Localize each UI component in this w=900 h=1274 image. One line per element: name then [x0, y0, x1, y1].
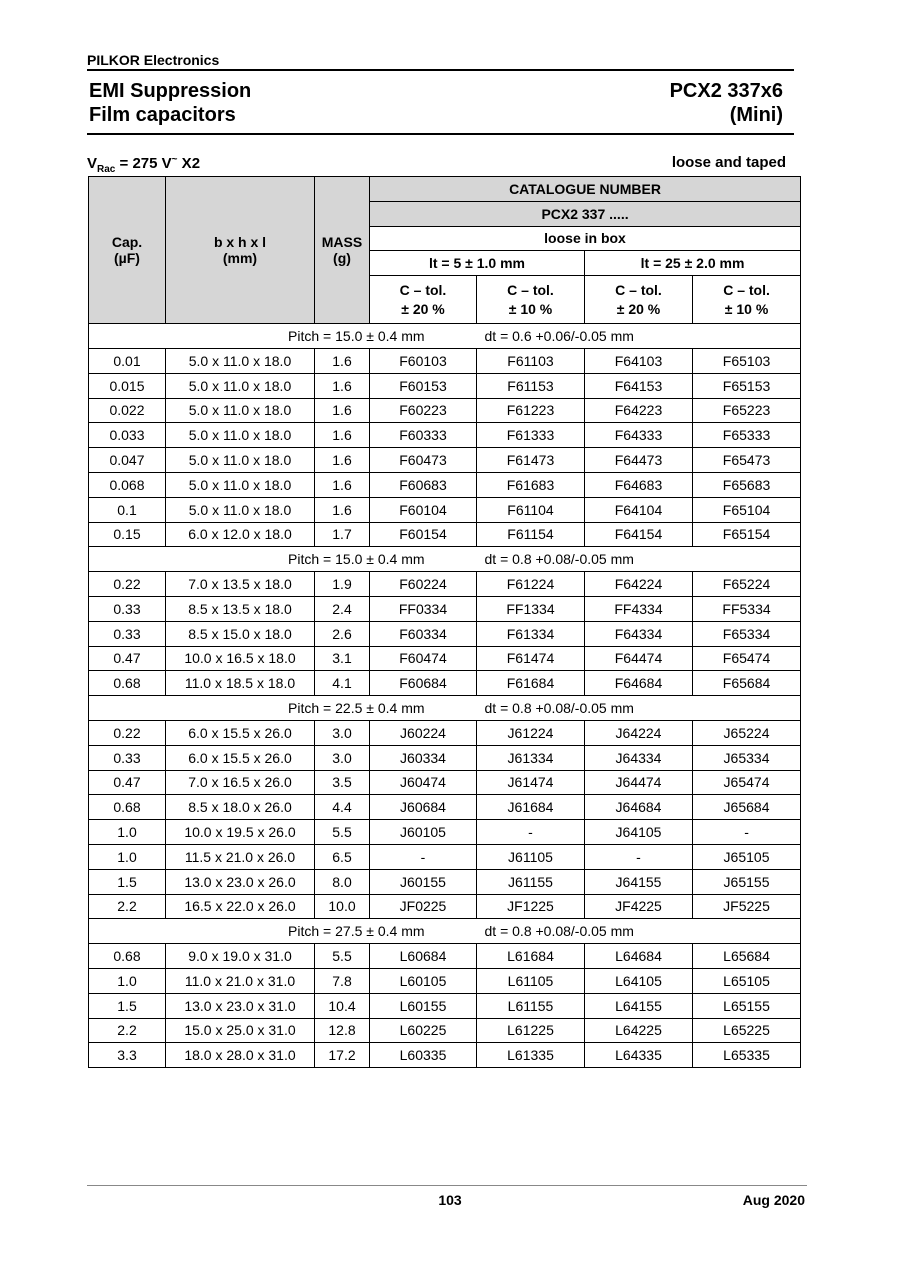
- cell-cat-lt5-20: FF0334: [370, 596, 477, 621]
- pitch-row: [89, 696, 801, 721]
- cell-cap: 0.047: [89, 448, 166, 473]
- cell-cat-lt25-20: J64155: [585, 869, 693, 894]
- cell-cat-lt25-10: FF5334: [693, 596, 801, 621]
- lead-diameter-spec: dt = 0.6 +0.06/-0.05 mm: [484, 328, 634, 345]
- cell-dimensions: 7.0 x 13.5 x 18.0: [166, 572, 315, 597]
- cell-cap: 2.2: [89, 894, 166, 919]
- cell-cat-lt25-20: J64105: [585, 820, 693, 845]
- cell-cat-lt5-20: -: [370, 844, 477, 869]
- cell-cap: 0.015: [89, 373, 166, 398]
- cell-cat-lt25-10: F65473: [693, 448, 801, 473]
- cell-cat-lt5-20: L60155: [370, 993, 477, 1018]
- ctol-label: C – tol.: [399, 281, 447, 298]
- company-name: PILKOR Electronics: [87, 52, 220, 68]
- cell-cat-lt5-20: F60224: [370, 572, 477, 597]
- cell-mass: 2.6: [315, 621, 370, 646]
- lead-diameter-spec: dt = 0.8 +0.08/-0.05 mm: [484, 700, 634, 717]
- cell-cat-lt25-10: L65684: [693, 944, 801, 969]
- cell-cap: 1.5: [89, 869, 166, 894]
- table-row: [89, 968, 801, 993]
- cell-mass: 10.4: [315, 993, 370, 1018]
- cell-cat-lt25-10: J65224: [693, 720, 801, 745]
- cell-cap: 0.033: [89, 423, 166, 448]
- header-ctol-20-b: [585, 276, 693, 324]
- table-row: [89, 894, 801, 919]
- cell-mass: 17.2: [315, 1043, 370, 1068]
- cell-cap: 1.0: [89, 820, 166, 845]
- cell-cat-lt5-10: F61224: [477, 572, 585, 597]
- pitch-cell: [89, 696, 801, 721]
- cell-cat-lt5-10: F61684: [477, 671, 585, 696]
- cell-cat-lt25-10: JF5225: [693, 894, 801, 919]
- cell-dimensions: 18.0 x 28.0 x 31.0: [166, 1043, 315, 1068]
- cell-cat-lt25-20: J64684: [585, 795, 693, 820]
- cell-cat-lt25-20: F64104: [585, 497, 693, 522]
- title-line-1: EMI Suppression: [89, 80, 252, 102]
- table-row: [89, 944, 801, 969]
- header-mass: [315, 177, 370, 324]
- cell-cap: 0.01: [89, 348, 166, 373]
- cell-cat-lt25-10: F65474: [693, 646, 801, 671]
- cell-dimensions: 11.5 x 21.0 x 26.0: [166, 844, 315, 869]
- cell-cat-lt25-10: J65334: [693, 745, 801, 770]
- cell-mass: 1.9: [315, 572, 370, 597]
- cell-cat-lt5-10: F61474: [477, 646, 585, 671]
- table-row: [89, 671, 801, 696]
- cell-mass: 7.8: [315, 968, 370, 993]
- header-mass-unit: (g): [333, 250, 351, 267]
- pitch-cell: [89, 324, 801, 349]
- voltage-value: = 275 V: [115, 155, 172, 172]
- cell-cap: 0.33: [89, 621, 166, 646]
- cell-cap: 0.068: [89, 472, 166, 497]
- cell-dimensions: 5.0 x 11.0 x 18.0: [166, 497, 315, 522]
- header-ctol-20-a: [370, 276, 477, 324]
- cell-mass: 5.5: [315, 944, 370, 969]
- cell-mass: 5.5: [315, 820, 370, 845]
- table-row: [89, 1043, 801, 1068]
- ctol-label: C – tol.: [615, 281, 662, 298]
- header-lt5: lt = 5 ± 1.0 mm: [370, 251, 585, 276]
- cell-mass: 10.0: [315, 894, 370, 919]
- cell-cat-lt25-20: F64333: [585, 423, 693, 448]
- cell-cat-lt25-20: J64474: [585, 770, 693, 795]
- cell-cat-lt25-10: J65155: [693, 869, 801, 894]
- cell-cat-lt25-20: F64474: [585, 646, 693, 671]
- cell-cat-lt25-20: F64334: [585, 621, 693, 646]
- table-row: [89, 423, 801, 448]
- cell-cat-lt5-10: J61155: [477, 869, 585, 894]
- cell-cat-lt25-10: -: [693, 820, 801, 845]
- cell-dimensions: 11.0 x 18.5 x 18.0: [166, 671, 315, 696]
- table-row: [89, 720, 801, 745]
- cell-mass: 3.5: [315, 770, 370, 795]
- cell-dimensions: 5.0 x 11.0 x 18.0: [166, 472, 315, 497]
- voltage-subscript: Rac: [97, 164, 116, 175]
- cell-mass: 4.1: [315, 671, 370, 696]
- table-row: [89, 1018, 801, 1043]
- cell-cat-lt5-10: F61104: [477, 497, 585, 522]
- cell-cat-lt5-10: F61154: [477, 522, 585, 547]
- cell-cat-lt5-20: L60105: [370, 968, 477, 993]
- table-row: [89, 993, 801, 1018]
- ctol-value: ± 10 %: [724, 300, 769, 317]
- cell-cat-lt5-20: J60155: [370, 869, 477, 894]
- cell-cat-lt5-10: L61335: [477, 1043, 585, 1068]
- header-loose-box: loose in box: [370, 226, 801, 251]
- cell-cat-lt25-20: F64153: [585, 373, 693, 398]
- cell-cat-lt5-10: F61334: [477, 621, 585, 646]
- cell-cat-lt5-10: F61333: [477, 423, 585, 448]
- cell-cat-lt5-10: J61684: [477, 795, 585, 820]
- table-row: [89, 572, 801, 597]
- cell-cat-lt5-10: -: [477, 820, 585, 845]
- table-row: [89, 770, 801, 795]
- cell-cat-lt25-10: F65684: [693, 671, 801, 696]
- document-title: [89, 79, 251, 127]
- cell-cat-lt5-20: J60105: [370, 820, 477, 845]
- cell-cap: 0.47: [89, 770, 166, 795]
- cell-cat-lt25-10: L65155: [693, 993, 801, 1018]
- cell-cat-lt5-10: J61105: [477, 844, 585, 869]
- ctol-label: C – tol.: [507, 281, 554, 298]
- cell-mass: 6.5: [315, 844, 370, 869]
- catalogue-table: [88, 176, 801, 1068]
- cell-cap: 3.3: [89, 1043, 166, 1068]
- part-line-2: (Mini): [729, 104, 783, 126]
- cell-cat-lt25-20: JF4225: [585, 894, 693, 919]
- cell-mass: 1.6: [315, 497, 370, 522]
- cell-dimensions: 5.0 x 11.0 x 18.0: [166, 398, 315, 423]
- cell-dimensions: 16.5 x 22.0 x 26.0: [166, 894, 315, 919]
- cell-cat-lt25-20: F64103: [585, 348, 693, 373]
- cell-cat-lt25-20: L64684: [585, 944, 693, 969]
- header-ctol-10-a: [477, 276, 585, 324]
- cell-cat-lt25-20: F64154: [585, 522, 693, 547]
- cell-cat-lt25-20: -: [585, 844, 693, 869]
- cell-mass: 1.6: [315, 398, 370, 423]
- cell-cat-lt25-10: F65224: [693, 572, 801, 597]
- cell-cap: 2.2: [89, 1018, 166, 1043]
- cell-cat-lt5-10: F61103: [477, 348, 585, 373]
- cell-cat-lt5-20: F60333: [370, 423, 477, 448]
- cell-mass: 1.6: [315, 423, 370, 448]
- cell-cat-lt25-20: F64684: [585, 671, 693, 696]
- cell-dimensions: 8.5 x 15.0 x 18.0: [166, 621, 315, 646]
- cell-dimensions: 5.0 x 11.0 x 18.0: [166, 448, 315, 473]
- header-cap-label: Cap.: [111, 234, 143, 251]
- voltage-class: X2: [177, 155, 201, 172]
- cell-cat-lt25-20: J64334: [585, 745, 693, 770]
- table-row: [89, 373, 801, 398]
- cell-cap: 0.022: [89, 398, 166, 423]
- table-row: [89, 844, 801, 869]
- cell-cat-lt25-20: F64683: [585, 472, 693, 497]
- cell-mass: 2.4: [315, 596, 370, 621]
- cell-dimensions: 5.0 x 11.0 x 18.0: [166, 348, 315, 373]
- title-rule: [87, 133, 794, 135]
- cell-cat-lt5-20: F60683: [370, 472, 477, 497]
- header-dim-unit: (mm): [222, 250, 258, 267]
- table-row: [89, 869, 801, 894]
- pitch-spec: Pitch = 22.5 ± 0.4 mm: [288, 700, 425, 717]
- page-number: 103: [438, 1192, 462, 1208]
- cell-dimensions: 13.0 x 23.0 x 26.0: [166, 869, 315, 894]
- cell-cat-lt5-10: L61225: [477, 1018, 585, 1043]
- table-row: [89, 745, 801, 770]
- pitch-row: [89, 919, 801, 944]
- cell-cat-lt25-20: F64223: [585, 398, 693, 423]
- cell-mass: 12.8: [315, 1018, 370, 1043]
- cell-cat-lt5-10: J61334: [477, 745, 585, 770]
- cell-cat-lt5-20: F60473: [370, 448, 477, 473]
- cell-cat-lt25-20: J64224: [585, 720, 693, 745]
- cell-mass: 3.0: [315, 745, 370, 770]
- cell-cat-lt25-10: L65335: [693, 1043, 801, 1068]
- cell-dimensions: 6.0 x 15.5 x 26.0: [166, 745, 315, 770]
- cell-cat-lt5-10: F61153: [477, 373, 585, 398]
- cell-mass: 1.6: [315, 472, 370, 497]
- cell-cat-lt5-20: F60104: [370, 497, 477, 522]
- cell-mass: 3.1: [315, 646, 370, 671]
- header-lt25: lt = 25 ± 2.0 mm: [585, 251, 801, 276]
- cell-cat-lt5-20: J60224: [370, 720, 477, 745]
- cell-cat-lt25-20: FF4334: [585, 596, 693, 621]
- cell-cat-lt25-10: L65225: [693, 1018, 801, 1043]
- cell-cat-lt5-10: JF1225: [477, 894, 585, 919]
- header-dim-label: b x h x l: [213, 234, 267, 251]
- pitch-row: [89, 324, 801, 349]
- cell-mass: 1.6: [315, 348, 370, 373]
- ctol-value: ± 10 %: [508, 300, 553, 317]
- cell-cap: 0.33: [89, 596, 166, 621]
- revision-date: Aug 2020: [742, 1192, 805, 1208]
- cell-cat-lt5-20: J60474: [370, 770, 477, 795]
- table-row: [89, 621, 801, 646]
- cell-mass: 1.6: [315, 448, 370, 473]
- ctol-value: ± 20 %: [616, 300, 661, 317]
- cell-cat-lt25-10: F65683: [693, 472, 801, 497]
- cell-cat-lt25-10: J65684: [693, 795, 801, 820]
- part-number-title: [670, 79, 783, 127]
- table-row: [89, 522, 801, 547]
- ctol-value: ± 20 %: [401, 300, 445, 317]
- cell-dimensions: 6.0 x 15.5 x 26.0: [166, 720, 315, 745]
- cell-cat-lt25-20: L64105: [585, 968, 693, 993]
- cell-cat-lt25-10: J65474: [693, 770, 801, 795]
- cell-cap: 1.0: [89, 968, 166, 993]
- cell-dimensions: 10.0 x 16.5 x 18.0: [166, 646, 315, 671]
- cell-cat-lt5-20: L60684: [370, 944, 477, 969]
- voltage-symbol: V: [87, 155, 98, 172]
- table-row: [89, 448, 801, 473]
- cell-dimensions: 6.0 x 12.0 x 18.0: [166, 522, 315, 547]
- cell-cap: 0.33: [89, 745, 166, 770]
- cell-cap: 0.22: [89, 720, 166, 745]
- cell-cat-lt5-10: L61684: [477, 944, 585, 969]
- cell-cap: 1.0: [89, 844, 166, 869]
- cell-mass: 1.7: [315, 522, 370, 547]
- cell-cat-lt5-20: F60154: [370, 522, 477, 547]
- cell-cap: 0.22: [89, 572, 166, 597]
- footer-rule: [87, 1185, 807, 1186]
- cell-cat-lt25-10: F65154: [693, 522, 801, 547]
- cell-dimensions: 10.0 x 19.5 x 26.0: [166, 820, 315, 845]
- part-line-1: PCX2 337x6: [669, 80, 783, 102]
- cell-cat-lt25-10: F65104: [693, 497, 801, 522]
- packaging-label: loose and taped: [671, 154, 786, 171]
- pitch-cell: [89, 919, 801, 944]
- cell-cat-lt5-20: F60684: [370, 671, 477, 696]
- cell-cat-lt25-20: L64225: [585, 1018, 693, 1043]
- cell-cat-lt5-10: F61473: [477, 448, 585, 473]
- cell-cat-lt5-10: L61155: [477, 993, 585, 1018]
- cell-cat-lt5-20: L60335: [370, 1043, 477, 1068]
- pitch-cell: [89, 547, 801, 572]
- cell-cat-lt25-10: F65334: [693, 621, 801, 646]
- header-dimensions: [166, 177, 315, 324]
- cell-cat-lt25-20: F64224: [585, 572, 693, 597]
- cell-dimensions: 8.5 x 18.0 x 26.0: [166, 795, 315, 820]
- header-ctol-10-b: [693, 276, 801, 324]
- voltage-ac-symbol: ~: [171, 154, 178, 165]
- cell-cat-lt25-20: L64335: [585, 1043, 693, 1068]
- voltage-rating: [87, 154, 200, 175]
- table-row: [89, 497, 801, 522]
- table-body: [89, 324, 801, 1068]
- cell-cap: 0.47: [89, 646, 166, 671]
- cell-cat-lt5-20: JF0225: [370, 894, 477, 919]
- cell-cat-lt5-20: F60153: [370, 373, 477, 398]
- cell-cat-lt25-10: F65153: [693, 373, 801, 398]
- cell-dimensions: 15.0 x 25.0 x 31.0: [166, 1018, 315, 1043]
- title-line-2: Film capacitors: [89, 104, 236, 126]
- lead-diameter-spec: dt = 0.8 +0.08/-0.05 mm: [484, 923, 634, 940]
- cell-cat-lt5-10: L61105: [477, 968, 585, 993]
- pitch-spec: Pitch = 15.0 ± 0.4 mm: [288, 328, 425, 345]
- table-row: [89, 596, 801, 621]
- cell-cat-lt25-10: J65105: [693, 844, 801, 869]
- cell-dimensions: 7.0 x 16.5 x 26.0: [166, 770, 315, 795]
- table-row: [89, 472, 801, 497]
- table-row: [89, 348, 801, 373]
- table-row: [89, 820, 801, 845]
- cell-dimensions: 9.0 x 19.0 x 31.0: [166, 944, 315, 969]
- cell-cat-lt5-20: F60334: [370, 621, 477, 646]
- pitch-row: [89, 547, 801, 572]
- cell-cat-lt5-20: L60225: [370, 1018, 477, 1043]
- cell-cap: 0.68: [89, 671, 166, 696]
- cell-cat-lt5-10: J61224: [477, 720, 585, 745]
- cell-cat-lt25-10: F65333: [693, 423, 801, 448]
- cell-cat-lt5-20: F60103: [370, 348, 477, 373]
- cell-cat-lt25-20: L64155: [585, 993, 693, 1018]
- cell-mass: 1.6: [315, 373, 370, 398]
- cell-cap: 0.15: [89, 522, 166, 547]
- cell-cat-lt5-20: J60334: [370, 745, 477, 770]
- cell-cat-lt5-20: F60223: [370, 398, 477, 423]
- cell-dimensions: 5.0 x 11.0 x 18.0: [166, 373, 315, 398]
- cell-cat-lt5-20: J60684: [370, 795, 477, 820]
- cell-dimensions: 5.0 x 11.0 x 18.0: [166, 423, 315, 448]
- table-row: [89, 398, 801, 423]
- cell-cap: 0.68: [89, 795, 166, 820]
- cell-cat-lt5-10: J61474: [477, 770, 585, 795]
- cell-cat-lt25-10: F65223: [693, 398, 801, 423]
- ctol-label: C – tol.: [723, 281, 770, 298]
- cell-cat-lt5-20: F60474: [370, 646, 477, 671]
- cell-cap: 0.1: [89, 497, 166, 522]
- cell-cat-lt25-20: F64473: [585, 448, 693, 473]
- cell-cap: 1.5: [89, 993, 166, 1018]
- cell-dimensions: 8.5 x 13.5 x 18.0: [166, 596, 315, 621]
- pitch-spec: Pitch = 15.0 ± 0.4 mm: [288, 551, 425, 568]
- header-prefix: PCX2 337 .....: [370, 201, 801, 226]
- cell-cat-lt25-10: F65103: [693, 348, 801, 373]
- pitch-spec: Pitch = 27.5 ± 0.4 mm: [288, 923, 425, 940]
- cell-dimensions: 13.0 x 23.0 x 31.0: [166, 993, 315, 1018]
- cell-cat-lt5-10: F61683: [477, 472, 585, 497]
- header-catalogue: CATALOGUE NUMBER: [370, 177, 801, 202]
- header-rule: [87, 69, 794, 71]
- cell-cat-lt25-10: L65105: [693, 968, 801, 993]
- cell-mass: 3.0: [315, 720, 370, 745]
- cell-cat-lt5-10: F61223: [477, 398, 585, 423]
- table-row: [89, 795, 801, 820]
- header-cap: [89, 177, 166, 324]
- table-row: [89, 646, 801, 671]
- cell-cap: 0.68: [89, 944, 166, 969]
- header-mass-label: MASS: [321, 234, 363, 251]
- cell-cat-lt5-10: FF1334: [477, 596, 585, 621]
- cell-mass: 4.4: [315, 795, 370, 820]
- lead-diameter-spec: dt = 0.8 +0.08/-0.05 mm: [484, 551, 634, 568]
- cell-dimensions: 11.0 x 21.0 x 31.0: [166, 968, 315, 993]
- header-cap-unit: (µF): [114, 250, 140, 267]
- cell-mass: 8.0: [315, 869, 370, 894]
